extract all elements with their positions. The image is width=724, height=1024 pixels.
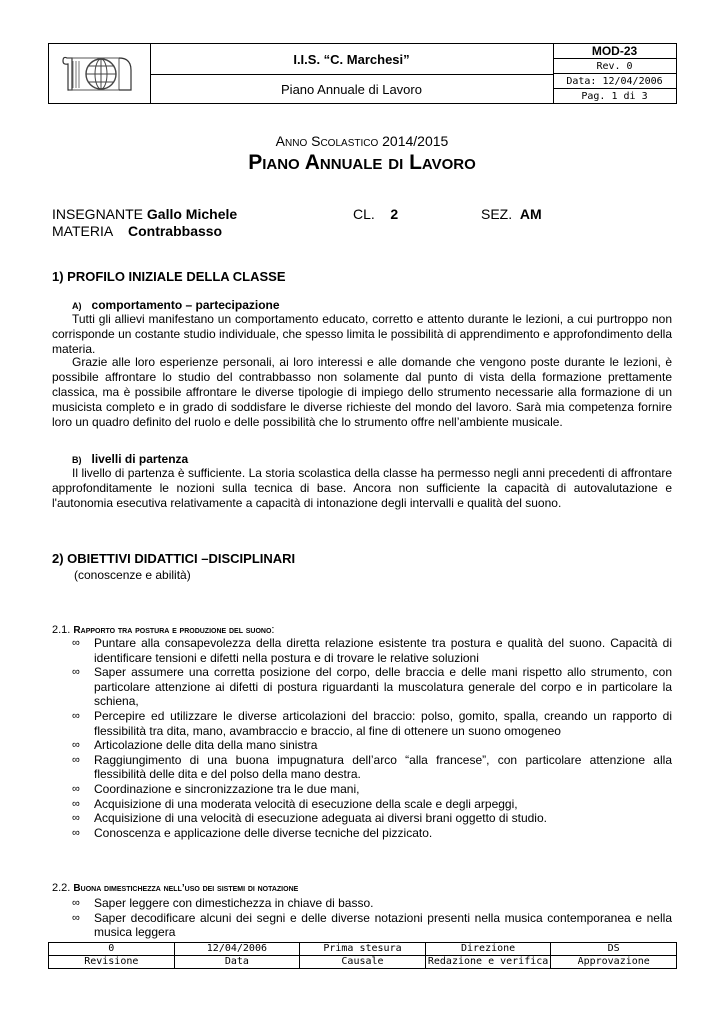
- subsection-2-2-title: Buona dimestichezza nell’uso dei sistemi di notazione: [73, 883, 299, 894]
- table-cell: Revisione: [49, 956, 175, 969]
- subsection-b-letter: B): [72, 455, 82, 465]
- subsection-a-letter: A): [72, 301, 82, 311]
- table-cell: Causale: [300, 956, 426, 969]
- bullet-icon: ∞: [72, 812, 80, 825]
- list-item-text: Saper assumere una corretta posizione del corpo, delle braccia e delle mani rispetto allo strumento, con particolare attenzione ai difetti di postura riguardanti la muscolatura generale del corpo e in particolare la schiena,: [94, 665, 672, 709]
- school-year: Anno Scolastico 2014/2015: [275, 133, 449, 149]
- bullet-icon: ∞: [72, 826, 80, 839]
- list-item: [52, 811, 672, 826]
- subject-value: Contrabbasso: [127, 223, 223, 239]
- list-posture-sound: [52, 636, 672, 840]
- subsection-2-1-heading: 2.1. Rapporto tra postura e produzione del suono:: [52, 624, 275, 636]
- list-notation: [52, 896, 672, 940]
- list-item-text: Coordinazione e sincronizzazione tra le due mani,: [94, 781, 360, 796]
- list-item-text: Raggiungimento di una buona impugnatura dell’arco “alla francese”, con particolare attenzione alla flessibilità delle dita e del polso della mano destra.: [94, 752, 672, 782]
- bullet-icon: ∞: [72, 797, 80, 810]
- document-header: [48, 43, 677, 104]
- bullet-icon: ∞: [72, 753, 80, 766]
- bullet-icon: ∞: [72, 666, 80, 679]
- section-2-heading: 2) OBIETTIVI DIDATTICI –DISCIPLINARI: [52, 551, 296, 566]
- class-label: CL.: [353, 206, 375, 222]
- table-cell: Approvazione: [551, 956, 677, 969]
- list-item-text: Percepire ed utilizzare le diverse articolazioni del braccio: polso, gomito, spalla, creando un rapporto di flessibilità tra dita, mano, avambraccio e braccio, al fine di ottenere un suono omogeneo: [94, 708, 672, 738]
- revision-table: [48, 942, 677, 969]
- subsection-2-2-number: 2.2.: [52, 882, 71, 894]
- module-code: MOD-23: [553, 44, 676, 59]
- list-item: [52, 709, 672, 738]
- teacher-line: [52, 206, 237, 222]
- subsection-a-heading: [72, 298, 280, 312]
- table-cell: Redazione e verifica: [425, 956, 551, 969]
- school-logo-icon: [49, 44, 149, 103]
- revision-table-row: [49, 943, 677, 956]
- bullet-icon: ∞: [72, 709, 80, 722]
- bullet-icon: ∞: [72, 739, 80, 752]
- list-item: [52, 797, 672, 812]
- list-item: [52, 896, 672, 911]
- table-cell: 0: [49, 943, 175, 956]
- document-title: Piano Annuale di Lavoro: [281, 81, 422, 97]
- section-2-note: (conoscenze e abilità): [74, 568, 191, 582]
- class-line: [353, 206, 398, 222]
- list-item: [52, 911, 672, 940]
- school-logo: [49, 44, 151, 103]
- subsection-b-title: livelli di partenza: [91, 452, 189, 466]
- subsection-a-title: comportamento – partecipazione: [91, 298, 280, 312]
- table-cell: 12/04/2006: [174, 943, 300, 956]
- school-name: I.I.S. “C. Marchesi”: [150, 44, 553, 75]
- list-item-text: Acquisizione di una moderata velocità di esecuzione della scale e degli arpeggi,: [94, 796, 518, 811]
- table-cell: DS: [551, 943, 677, 956]
- list-item: [52, 738, 672, 753]
- paragraph-starting-level: Il livello di partenza è sufficiente. La storia scolastica della classe ha permesso negli anni precedenti di affrontare approfonditamente le nozioni sulla tecnica di base. Ancora non sufficiente la capacità di autovalutazione e l'autonomia esecutiva relativamente a capacità di intonazione degli intervalli e qualità del suono.: [52, 466, 672, 510]
- revision-number: Rev. 0: [553, 59, 676, 74]
- list-item: [52, 753, 672, 782]
- paragraph-behavior: Tutti gli allievi manifestano un comportamento educato, corretto e attento durante le lezioni, a cui purtroppo non corrisponde un costante studio individuale, che spesso limita le possibilità di apprendimento e approfondimento della materia.: [52, 312, 672, 356]
- section-1-heading: 1) PROFILO INIZIALE DELLA CLASSE: [52, 269, 286, 284]
- list-item-text: Puntare alla consapevolezza della diretta relazione esistente tra postura e qualità del suono. Capacità di identificare tensioni e difetti nella postura e di trovare le relative soluzioni: [94, 636, 672, 665]
- subject-line: [52, 223, 222, 239]
- list-item-text: Articolazione delle dita della mano sinistra: [94, 738, 318, 753]
- bullet-icon: ∞: [72, 637, 80, 649]
- table-cell: Prima stesura: [300, 943, 426, 956]
- subsection-2-1-title: Rapporto tra postura e produzione del suono: [73, 625, 272, 636]
- list-item-text: Saper leggere con dimestichezza in chiave di basso.: [94, 896, 374, 910]
- teacher-label: INSEGNANTE: [52, 206, 144, 222]
- revision-table-row: [49, 956, 677, 969]
- paragraph-experiences: Grazie alle loro esperienze personali, ai loro interessi e alle domande che vengono poste durante le lezioni, è possibile affrontare lo studio del contrabbasso non solamente dal punto di vista della formazione prettamente classica, ma è possibile affrontare le diverse tipologie di impiego dello strumento necessarie alla formazione di un musicista completo e in grado di soddisfare le diverse richieste del mondo del lavoro. Sarà mia competenza fornire loro un quadro definito del ruolo e delle possibilità che lo strumento offre nell’ambiente musicale.: [52, 355, 672, 429]
- teacher-name: Gallo Michele: [146, 206, 238, 222]
- bullet-icon: ∞: [72, 782, 80, 795]
- bullet-icon: ∞: [72, 897, 80, 909]
- subsection-2-2-heading: [52, 882, 298, 894]
- table-cell: Data: [174, 956, 300, 969]
- section-label: SEZ.: [481, 206, 513, 222]
- list-item: [52, 665, 672, 709]
- list-item: [52, 636, 672, 665]
- section-value: AM: [519, 206, 542, 222]
- subsection-b-heading: [72, 452, 188, 466]
- list-item-text: Acquisizione di una velocità di esecuzione adeguata ai diversi brani oggetto di studio.: [94, 811, 547, 826]
- list-item: [52, 826, 672, 841]
- table-cell: Direzione: [425, 943, 551, 956]
- subsection-2-1-number: 2.1.: [52, 624, 71, 636]
- list-item-text: Conoscenza e applicazione delle diverse tecniche del pizzicato.: [94, 825, 433, 840]
- class-value: 2: [390, 206, 399, 222]
- document-date: Data: 12/04/2006: [553, 74, 676, 89]
- list-item-text: Saper decodificare alcuni dei segni e delle diverse notazioni presenti nella musica contemporanea e nella musica leggera: [94, 910, 672, 940]
- subject-label: MATERIA: [52, 223, 113, 239]
- section-line: [481, 206, 542, 222]
- bullet-icon: ∞: [72, 911, 80, 924]
- page-number: Pag. 1 di 3: [581, 90, 648, 102]
- list-item: [52, 782, 672, 797]
- page-title: Piano Annuale di Lavoro: [248, 151, 476, 174]
